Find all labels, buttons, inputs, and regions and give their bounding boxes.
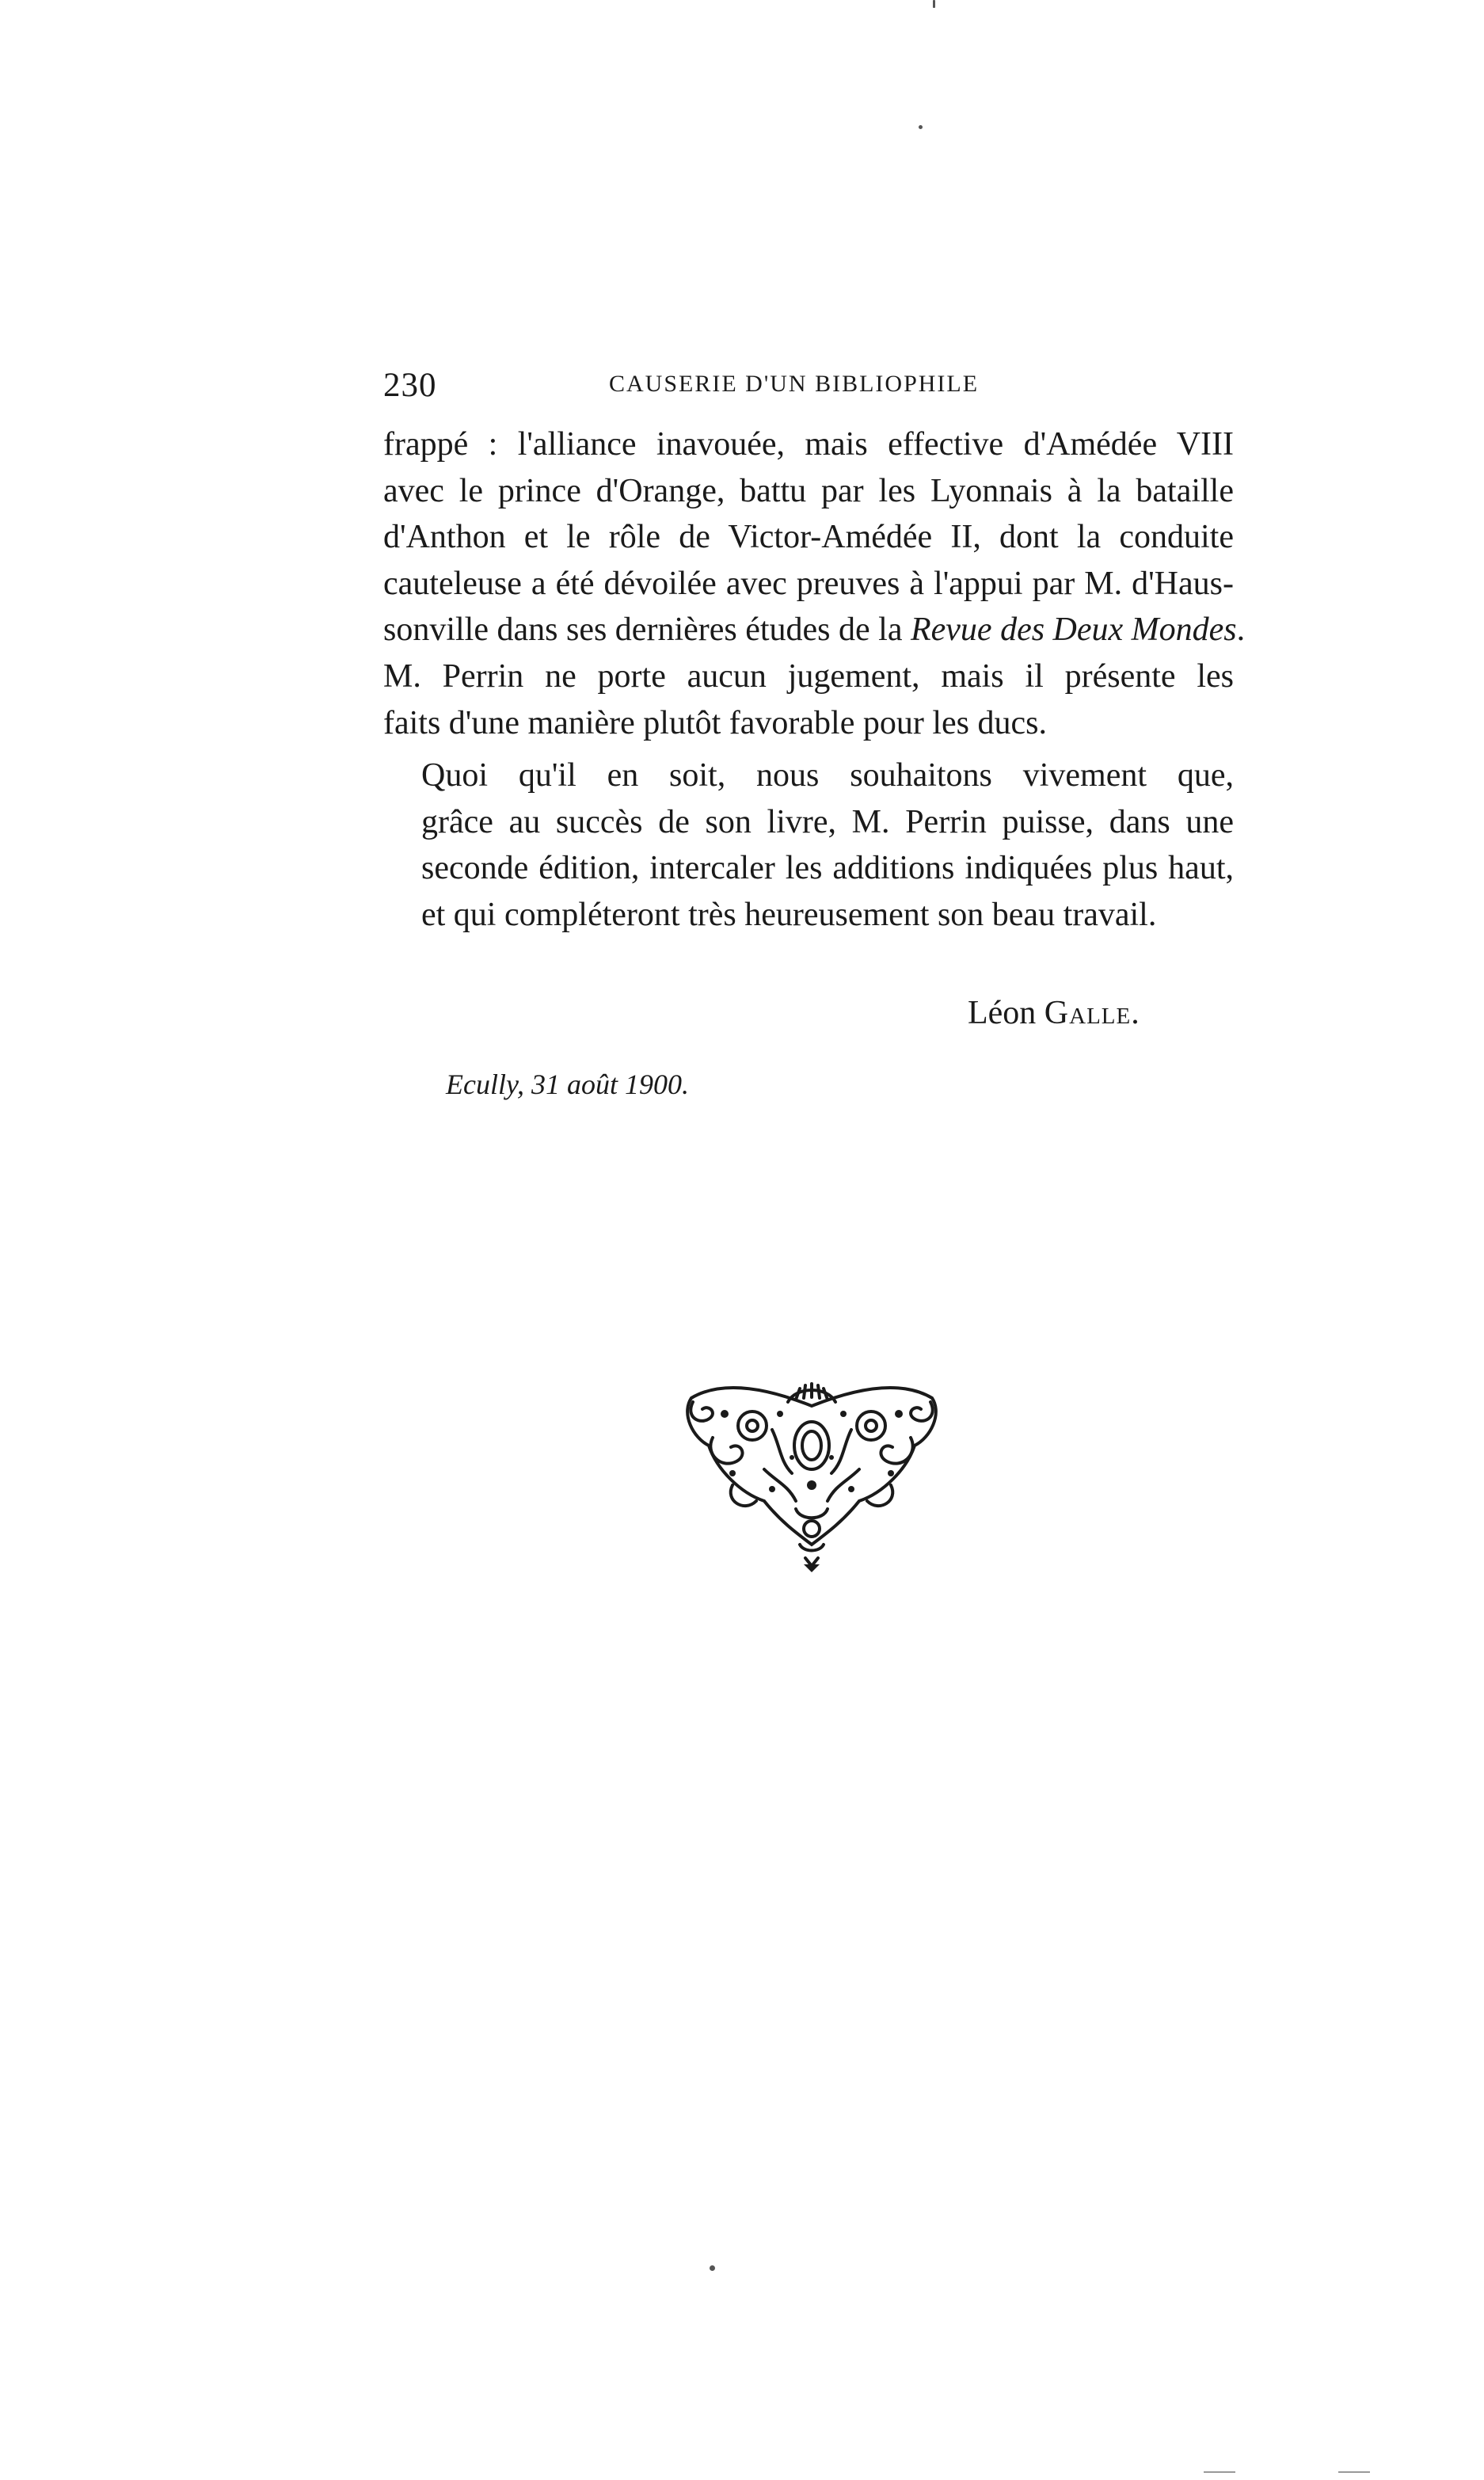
author-signature bbox=[968, 994, 1140, 1032]
page-number: 230 bbox=[383, 367, 437, 404]
author-first-name: Léon bbox=[968, 995, 1037, 1031]
dateline: Ecully, 31 août 1900. bbox=[446, 1069, 689, 1100]
text-line-part: sonville dans ses dernières études de la bbox=[383, 611, 903, 649]
punctuation: . bbox=[1236, 611, 1246, 649]
scan-speck bbox=[919, 125, 923, 129]
text-line: d'Anthon et le rôle de Victor-Amédée II, dont la conduite bbox=[383, 519, 1234, 556]
scan-speck bbox=[710, 2265, 715, 2271]
text-line: M. Perrin ne porte aucun jugement, mais il présente les bbox=[383, 657, 1234, 695]
text-line: et qui compléteront très heureusement son beau travail. bbox=[421, 896, 1157, 933]
scan-speck bbox=[1204, 2471, 1235, 2473]
paragraph-1 bbox=[383, 421, 1246, 746]
text-line: avec le prince d'Orange, battu par les Lyonnais à la bataille bbox=[383, 472, 1234, 509]
text-line: cauteleuse a été dévoilée avec preuves à l'appui par M. d'Haus- bbox=[383, 565, 1234, 602]
body-text bbox=[383, 421, 1246, 939]
baroque-tailpiece-ornament-icon bbox=[677, 1382, 946, 1572]
text-line: frappé : l'alliance inavouée, mais effective d'Amédée VIII bbox=[383, 426, 1234, 463]
scan-speck bbox=[933, 0, 935, 8]
text-line: Quoi qu'il en soit, nous souhaitons vivement que, bbox=[421, 757, 1234, 794]
author-last-name: Galle. bbox=[1044, 995, 1140, 1031]
running-head bbox=[383, 366, 1231, 406]
text-line: faits d'une manière plutôt favorable pour les ducs. bbox=[383, 704, 1047, 741]
running-title: CAUSERIE D'UN BIBLIOPHILE bbox=[609, 371, 980, 397]
scan-speck bbox=[1338, 2471, 1370, 2473]
text-line: grâce au succès de son livre, M. Perrin puisse, dans une bbox=[421, 803, 1234, 840]
paragraph-2 bbox=[383, 752, 1234, 938]
text-line: seconde édition, intercaler les additions indiquées plus haut, bbox=[421, 850, 1234, 887]
text-line bbox=[383, 607, 1246, 653]
italic-journal-title: Revue des Deux Mondes bbox=[910, 611, 1237, 649]
